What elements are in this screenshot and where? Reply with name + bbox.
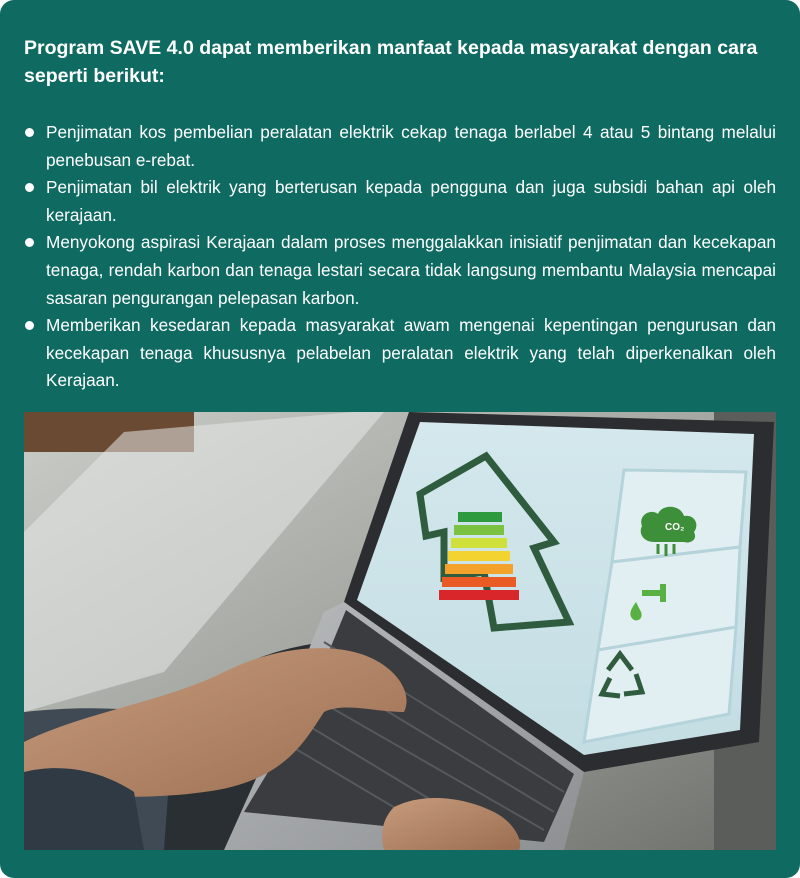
benefit-text: Memberikan kesedaran kepada masyarakat awam mengenai kepentingan pengurusan dan kecekapan tenaga khususnya pelabelan peralatan elektrik yang telah diperkenalkan oleh Kerajaan. xyxy=(46,315,776,391)
benefit-item xyxy=(24,229,776,312)
bullet-dot-icon xyxy=(25,238,34,247)
benefit-item xyxy=(24,119,776,174)
laptop-illustration xyxy=(24,412,776,850)
laptop-photo xyxy=(24,412,776,850)
benefit-text: Penjimatan kos pembelian peralatan elektrik cekap tenaga berlabel 4 atau 5 bintang melalui penebusan e-rebat. xyxy=(46,122,776,170)
benefit-text: Menyokong aspirasi Kerajaan dalam proses menggalakkan inisiatif penjimatan dan kecekapan tenaga, rendah karbon dan tenaga lestari secara tidak langsung membantu Malaysia mencapai sasaran pengurangan pelepasan karbon. xyxy=(46,232,776,308)
card-heading: Program SAVE 4.0 dapat memberikan manfaat kepada masyarakat dengan cara seperti berikut: xyxy=(24,37,758,87)
benefit-text: Penjimatan bil elektrik yang berterusan kepada pengguna dan juga subsidi bahan api oleh kerajaan. xyxy=(46,177,776,225)
bullet-dot-icon xyxy=(25,321,34,330)
benefit-item xyxy=(24,312,776,395)
bullet-dot-icon xyxy=(25,128,34,137)
benefit-item xyxy=(24,174,776,229)
bullet-dot-icon xyxy=(25,183,34,192)
co2-text: CO₂ xyxy=(665,522,685,533)
benefit-list xyxy=(24,119,776,395)
